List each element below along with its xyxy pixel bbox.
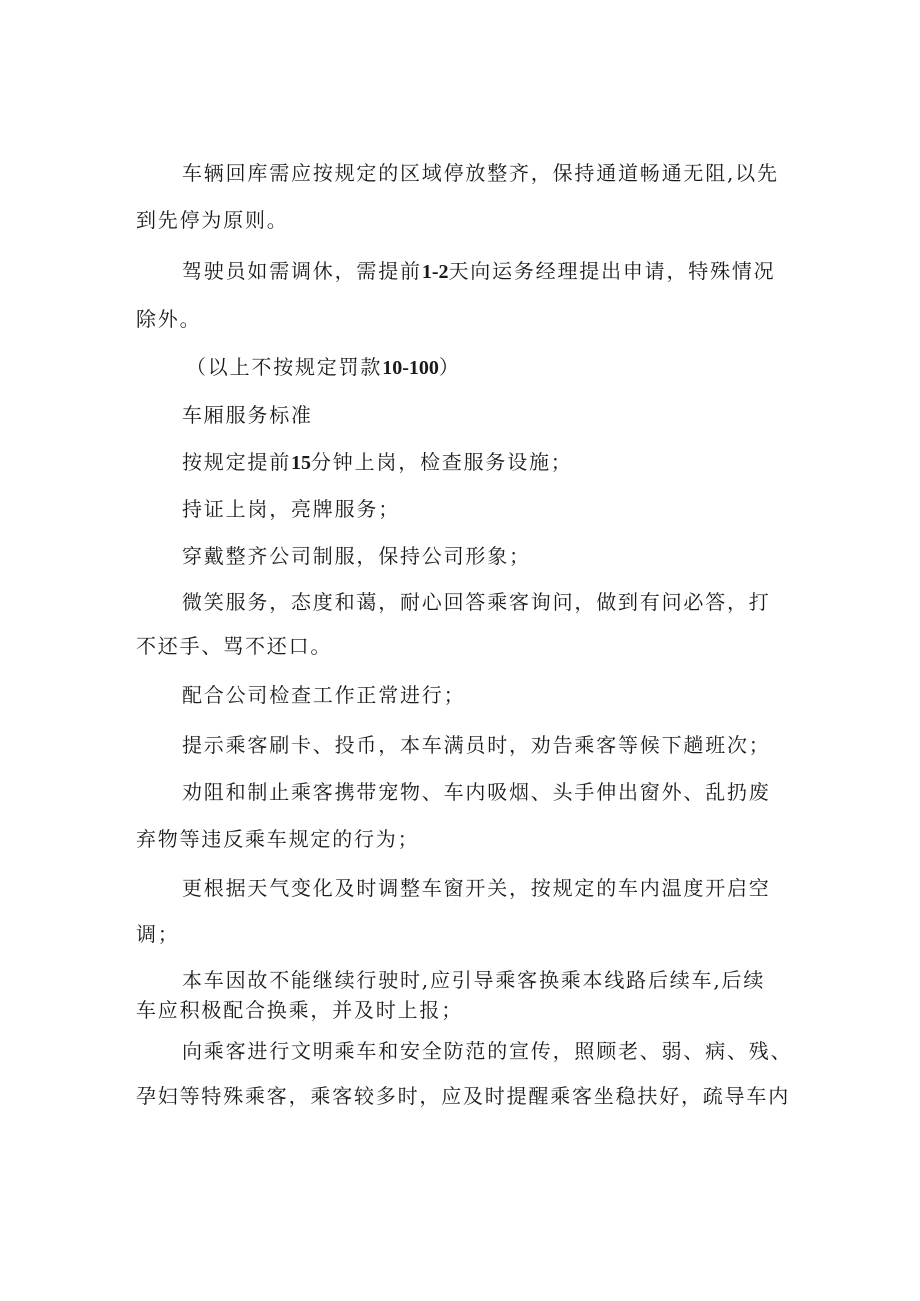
paragraph-line-2: 到先停为原则。 — [136, 208, 289, 232]
paragraph-line-15: 弃物等违反乘车规定的行为； — [136, 827, 420, 851]
penalty-note: （以上不按规定罚款10-100） — [186, 355, 461, 379]
paragraph-line-21: 孕妇等特殊乘客，乘客较多时，应及时提醒乘客坐稳扶好，疏导车内 — [136, 1084, 790, 1108]
paragraph-line-4: 除外。 — [136, 307, 202, 331]
paragraph-line-16: 更根据天气变化及时调整车窗开关，按规定的车内温度开启空 — [182, 876, 771, 900]
paragraph-line-11: 不还手、骂不还口。 — [136, 634, 333, 658]
paragraph-line-10: 微笑服务，态度和蔼，耐心回答乘客询问，做到有问必答，打 — [182, 590, 771, 614]
paragraph-line-1: 车辆回库需应按规定的区域停放整齐，保持通道畅通无阻,以先 — [182, 161, 779, 185]
paragraph-line-18: 本车因故不能继续行驶时,应引导乘客换乘本线路后续车,后续 — [182, 968, 766, 992]
paragraph-line-12: 配合公司检查工作正常进行； — [182, 683, 466, 707]
bold-number: 1-2 — [421, 261, 449, 283]
paragraph-line-8: 持证上岗，亮牌服务； — [182, 497, 400, 521]
paragraph-line-3: 驾驶员如需调休，需提前1-2天向运务经理提出申请，特殊情况 — [182, 259, 776, 283]
paragraph-line-20: 向乘客进行文明乘车和安全防范的宣传，照顾老、弱、病、残、 — [182, 1039, 793, 1063]
paragraph-line-7: 按规定提前15分钟上岗，检查服务设施； — [182, 450, 573, 474]
section-heading: 车厢服务标准 — [182, 403, 313, 427]
bold-number: 15 — [291, 452, 311, 474]
bold-number: 10-100 — [382, 357, 439, 379]
paragraph-line-9: 穿戴整齐公司制服，保持公司形象； — [182, 544, 531, 568]
paragraph-line-14: 劝阻和制止乘客携带宠物、车内吸烟、头手伸出窗外、乱扔废 — [182, 780, 771, 804]
paragraph-line-19: 车应积极配合换乘，并及时上报； — [136, 998, 463, 1022]
paragraph-line-13: 提示乘客刷卡、投币，本车满员时，劝告乘客等候下趟班次； — [182, 733, 771, 757]
paragraph-line-17: 调； — [136, 922, 180, 946]
